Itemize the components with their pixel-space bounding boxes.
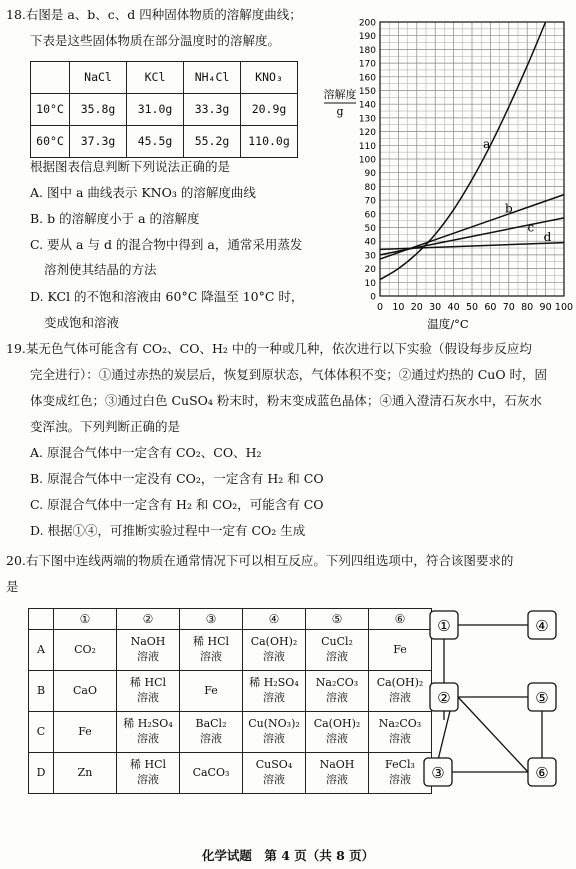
x-tick-label: 90 <box>539 302 552 313</box>
node-2: ② <box>437 689 451 707</box>
table-cell: ④ <box>243 609 306 630</box>
y-tick-label: 140 <box>358 100 376 111</box>
table-cell: CO₂ <box>54 630 117 671</box>
q19-line4: 变浑浊。下列判断正确的是 <box>30 419 181 434</box>
table-cell: 稀 HCl 溶液 <box>180 630 243 671</box>
table-cell: Na₂CO₃ 溶液 <box>369 712 432 753</box>
q18-option-b[interactable]: B. b 的溶解度小于 a 的溶解度 <box>30 211 200 226</box>
x-tick-label: 80 <box>521 302 534 313</box>
y-tick-label: 190 <box>358 32 376 43</box>
series-label-a: a <box>483 137 491 152</box>
q19-line2: 完全进行）：①通过赤热的炭层后，恢复到原状态，气体体积不变；②通过灼热的 CuO 时，固 <box>30 367 548 382</box>
table-cell: 10°C <box>31 94 70 126</box>
table-cell: A <box>29 630 54 671</box>
x-tick-label: 40 <box>447 302 460 313</box>
table-cell: Fe <box>54 712 117 753</box>
series-label-b: b <box>504 201 513 216</box>
x-tick-label: 100 <box>554 302 574 313</box>
q18-line2: 下表是这些固体物质在部分温度时的溶解度。 <box>30 33 281 48</box>
table-cell: CuSO₄ 溶液 <box>243 753 306 794</box>
table-cell: D <box>29 753 54 794</box>
q18-option-d-cont: 变成饱和溶液 <box>44 315 120 330</box>
table-cell: Ca(OH)₂ 溶液 <box>306 712 369 753</box>
series-label-d: d <box>543 230 552 245</box>
table-cell: B <box>29 671 54 712</box>
y-tick-label: 30 <box>364 251 376 262</box>
y-tick-label: 40 <box>364 237 376 248</box>
table-cell: NaOH 溶液 <box>306 753 369 794</box>
q20-line1: 20.右下图中连线两端的物质在通常情况下可以相互反应。下列四组选项中，符合该图要求的 <box>6 553 514 568</box>
x-tick-label: 60 <box>484 302 497 313</box>
y-tick-label: 180 <box>358 45 376 56</box>
table-cell: CaCO₃ <box>180 753 243 794</box>
table-row[interactable] <box>29 753 432 794</box>
table-cell <box>31 62 70 94</box>
table-cell: 20.9g <box>241 94 298 126</box>
y-tick-label: 80 <box>364 182 376 193</box>
table-row[interactable] <box>29 712 432 753</box>
q19-line3: 体变成红色；③通过白色 CuSO₄ 粉末时，粉末变成蓝色晶体；④通入澄清石灰水中，石灰水 <box>30 393 542 408</box>
q18-option-d[interactable]: D. KCl 的不饱和溶液由 60°C 降温至 10°C 时， <box>30 289 304 304</box>
table-header-row <box>29 609 432 630</box>
table-cell: 37.3g <box>70 126 127 158</box>
q19-option-a[interactable]: A. 原混合气体中一定含有 CO₂、CO、H₂ <box>30 445 262 460</box>
y-tick-label: 20 <box>364 265 376 276</box>
table-cell: 31.0g <box>127 94 184 126</box>
chart-grid <box>380 22 564 296</box>
table-cell: Cu(NO₃)₂ 溶液 <box>243 712 306 753</box>
table-cell: KNO₃ <box>241 62 298 94</box>
series-label-c: c <box>527 220 535 235</box>
table-cell: KCl <box>127 62 184 94</box>
y-tick-label: 0 <box>370 292 376 303</box>
y-tick-label: 70 <box>364 196 376 207</box>
x-tick-label: 10 <box>392 302 405 313</box>
diagram-nodes <box>424 611 556 786</box>
table-cell: 110.0g <box>241 126 298 158</box>
y-tick-label: 90 <box>364 169 376 180</box>
y-tick-label: 150 <box>358 87 376 97</box>
q18-prompt: 根据图表信息判断下列说法正确的是 <box>30 159 231 174</box>
q19-option-d[interactable]: D. 根据①④，可推断实验过程中一定有 CO₂ 生成 <box>30 523 306 538</box>
x-tick-label: 0 <box>376 302 384 313</box>
table-cell: NaCl <box>70 62 127 94</box>
q20-line2: 是 <box>6 579 19 594</box>
table-cell: C <box>29 712 54 753</box>
x-tick-label: 70 <box>502 302 515 313</box>
q18-option-a[interactable]: A. 图中 a 曲线表示 KNO₃ 的溶解度曲线 <box>30 185 256 200</box>
y-tick-label: 60 <box>364 210 376 221</box>
y-tick-label: 100 <box>358 155 376 166</box>
table-cell: Fe <box>180 671 243 712</box>
table-cell <box>29 609 54 630</box>
y-tick-label: 200 <box>358 18 376 29</box>
solubility-table <box>30 61 298 158</box>
table-cell: ② <box>117 609 180 630</box>
q18-option-c-cont: 溶剂使其结晶的方法 <box>44 262 157 277</box>
table-cell: CaO <box>54 671 117 712</box>
q19-line1: 19.某无色气体可能含有 CO₂、CO、H₂ 中的一种或几种，依次进行以下实验（假设每步反应均 <box>6 341 532 356</box>
chart-xlabel: 温度/°C <box>427 317 469 331</box>
table-cell: Ca(OH)₂ 溶液 <box>369 671 432 712</box>
table-cell: 稀 HCl 溶液 <box>117 753 180 794</box>
table-cell: 60°C <box>31 126 70 158</box>
x-tick-label: 20 <box>410 302 423 313</box>
table-cell: 55.2g <box>184 126 241 158</box>
reaction-network-diagram <box>420 600 570 800</box>
table-cell: ⑥ <box>369 609 432 630</box>
node-6: ⑥ <box>535 764 549 782</box>
table-cell: FeCl₃ 溶液 <box>369 753 432 794</box>
node-4: ④ <box>535 617 549 635</box>
table-row <box>31 126 298 158</box>
q18-line1: 18.右图是 a、b、c、d 四种固体物质的溶解度曲线； <box>6 7 302 22</box>
page-footer: 化学试题 第 4 页（共 8 页） <box>201 848 375 863</box>
y-tick-label: 50 <box>364 224 376 234</box>
table-cell: ① <box>54 609 117 630</box>
y-tick-label: 120 <box>358 128 376 139</box>
table-cell: 稀 H₂SO₄ 溶液 <box>243 671 306 712</box>
table-cell: Fe <box>369 630 432 671</box>
q18-option-c[interactable]: C. 要从 a 与 d 的混合物中得到 a，通常采用蒸发 <box>30 237 303 252</box>
table-cell: 45.5g <box>127 126 184 158</box>
edge-2-6 <box>458 697 528 772</box>
table-cell: Zn <box>54 753 117 794</box>
solubility-chart <box>318 14 576 334</box>
table-cell: ③ <box>180 609 243 630</box>
table-cell: NaOH 溶液 <box>117 630 180 671</box>
table-row[interactable] <box>29 671 432 712</box>
x-tick-label: 30 <box>429 302 442 313</box>
table-cell: ⑤ <box>306 609 369 630</box>
table-row <box>31 94 298 126</box>
table-header-row <box>31 62 298 94</box>
table-cell: 稀 HCl 溶液 <box>117 671 180 712</box>
table-row[interactable] <box>29 630 432 671</box>
table-cell: BaCl₂ 溶液 <box>180 712 243 753</box>
y-tick-label: 110 <box>358 141 376 152</box>
q19-option-b[interactable]: B. 原混合气体中一定没有 CO₂，一定含有 H₂ 和 CO <box>30 471 324 486</box>
y-tick-label: 160 <box>358 73 376 84</box>
table-cell: 33.3g <box>184 94 241 126</box>
node-3: ③ <box>431 764 445 782</box>
y-tick-label: 10 <box>364 278 376 289</box>
node-1: ① <box>437 617 451 635</box>
x-tick-label: 50 <box>465 302 479 313</box>
table-cell: NH₄Cl <box>184 62 241 94</box>
q19-option-c[interactable]: C. 原混合气体中一定含有 H₂ 和 CO₂，可能含有 CO <box>30 497 324 512</box>
y-tick-label: 170 <box>358 59 376 70</box>
table-cell: 35.8g <box>70 94 127 126</box>
options-table <box>28 608 432 794</box>
chart-ylabel-bottom: g <box>336 105 344 118</box>
table-cell: Ca(OH)₂ 溶液 <box>243 630 306 671</box>
node-5: ⑤ <box>535 689 549 707</box>
chart-ylabel-top: 溶解度 <box>323 88 357 101</box>
table-cell: Na₂CO₃ 溶液 <box>306 671 369 712</box>
y-tick-label: 130 <box>358 114 376 125</box>
table-cell: CuCl₂ 溶液 <box>306 630 369 671</box>
table-cell: 稀 H₂SO₄ 溶液 <box>117 712 180 753</box>
